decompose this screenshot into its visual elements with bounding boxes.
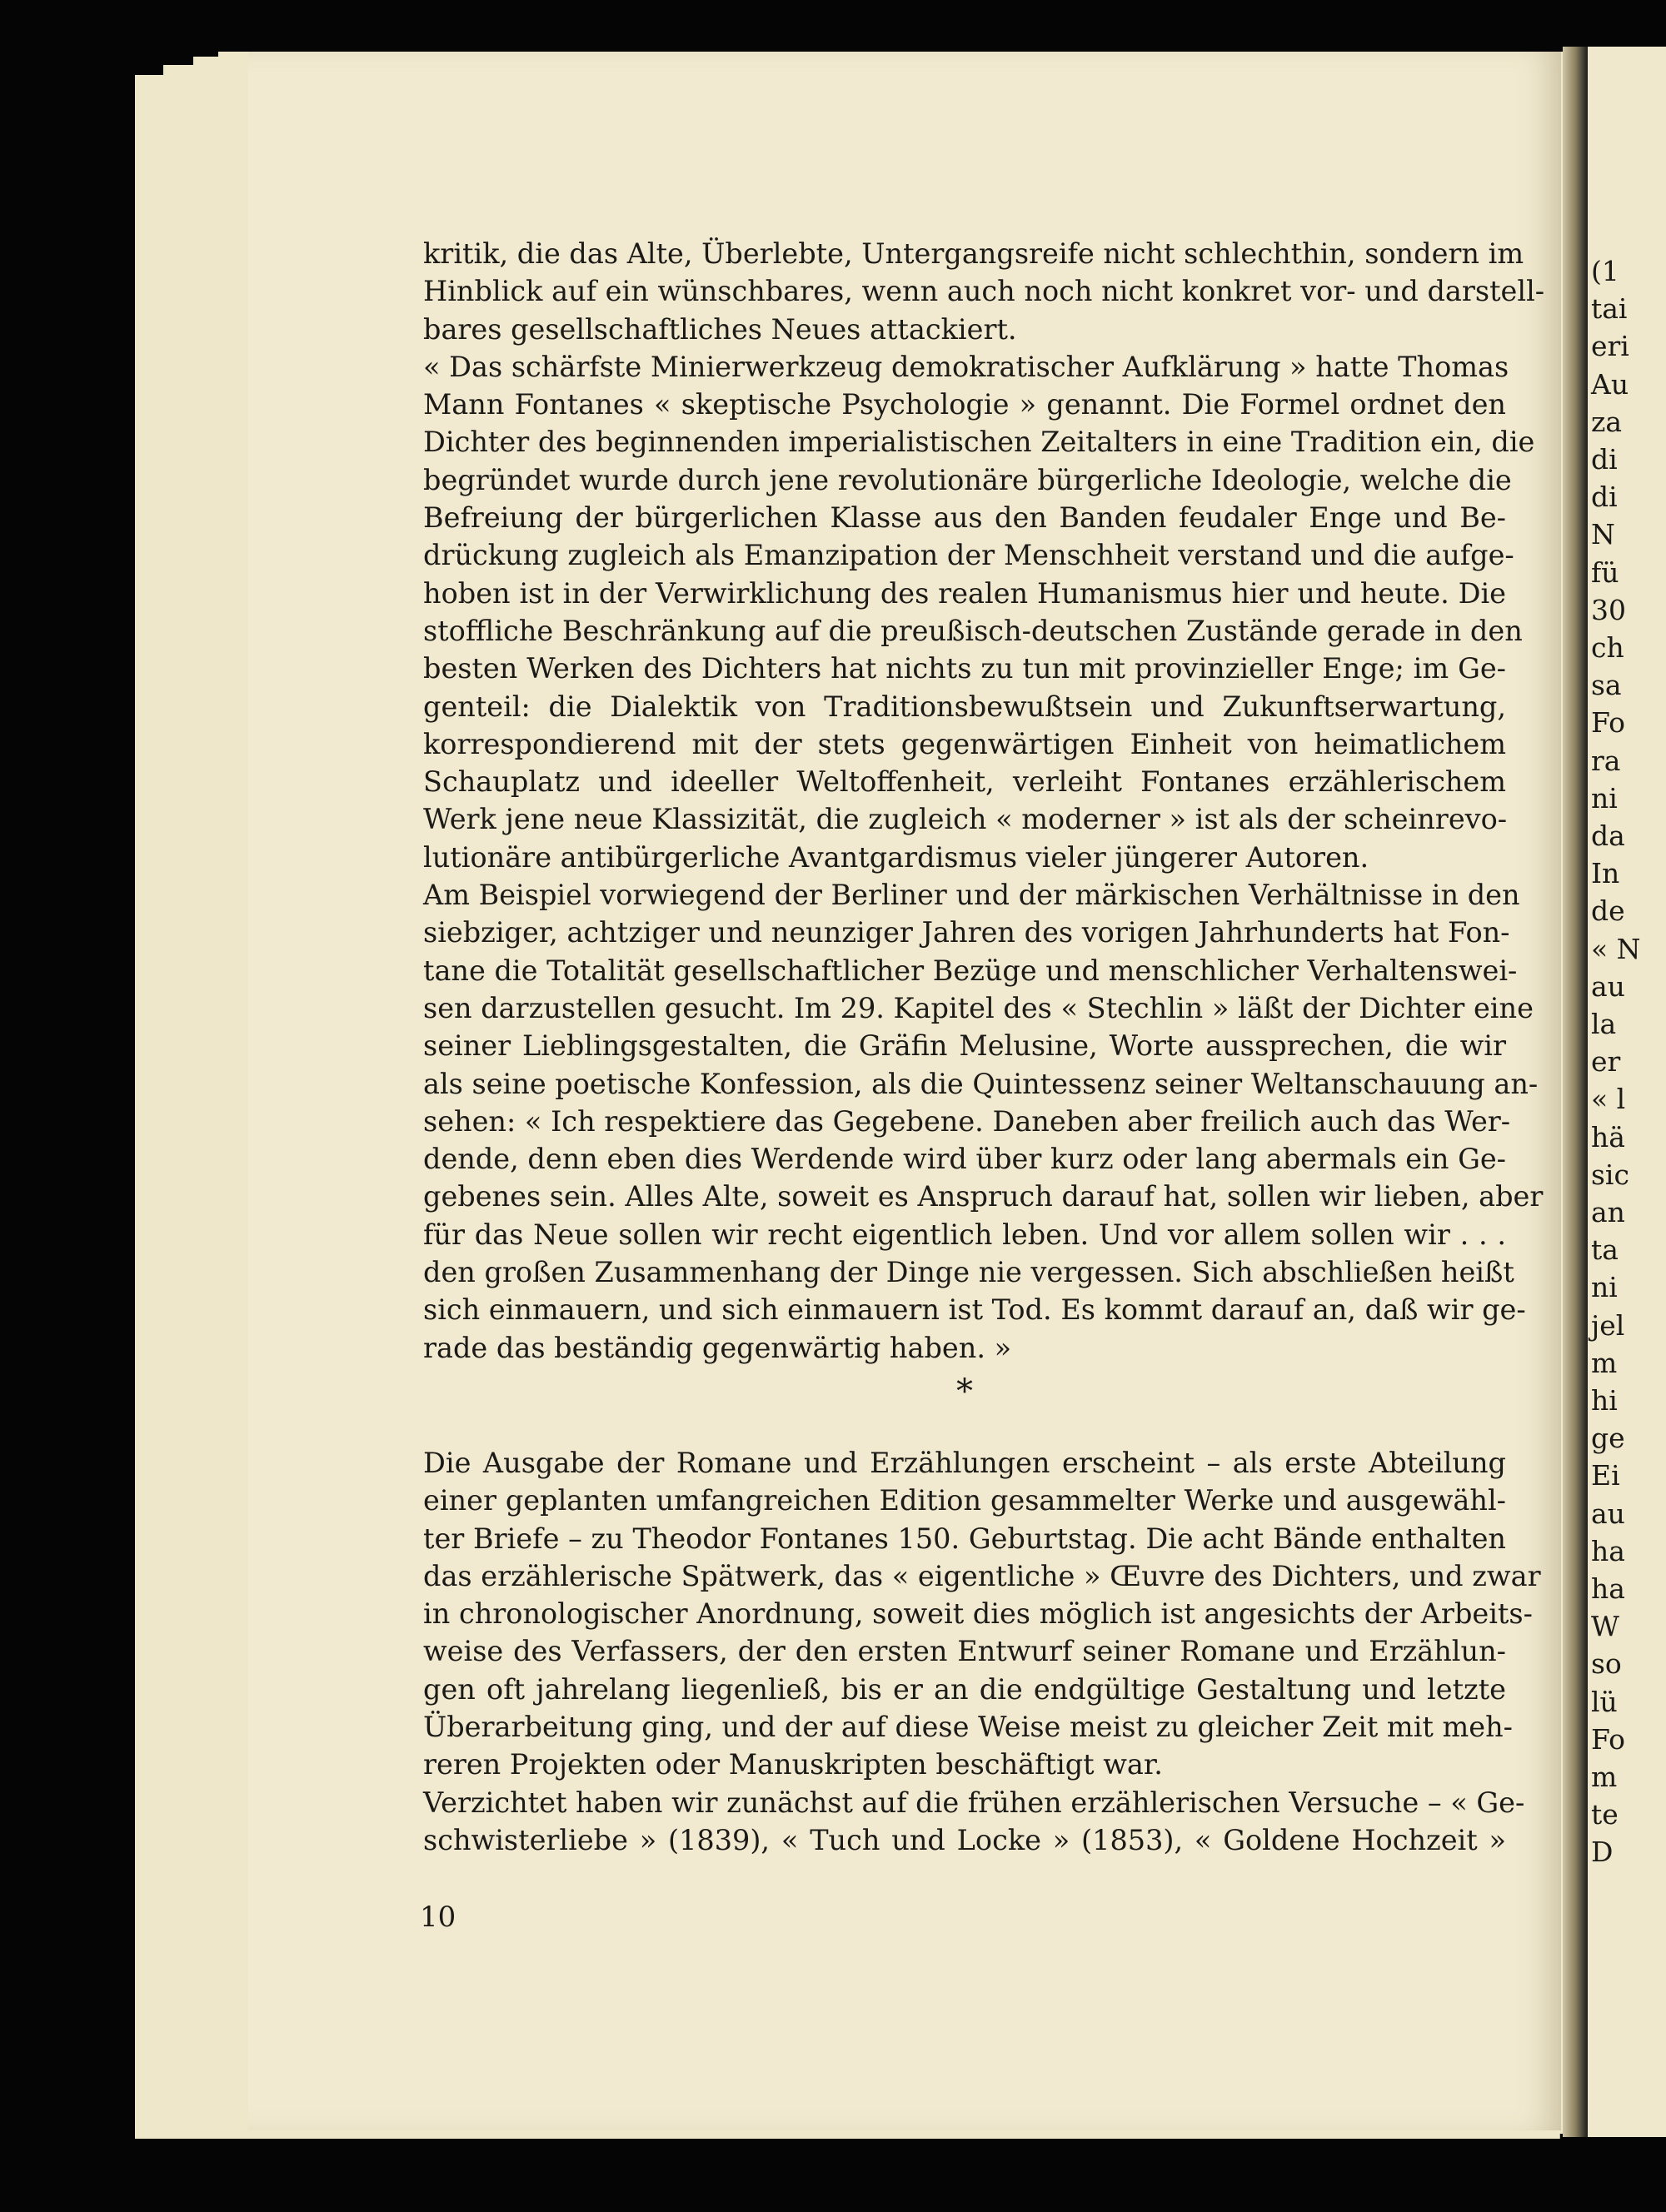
right-page-edge bbox=[1588, 47, 1666, 2137]
right-page-text-fragment: m bbox=[1591, 1346, 1618, 1379]
right-page-text-fragment: Ei bbox=[1591, 1459, 1620, 1492]
paragraph-2 bbox=[423, 348, 1535, 876]
right-page-text-fragment: eri bbox=[1591, 330, 1629, 363]
text-line: « Das schärfste Minierwerkzeug demokratischer Aufklärung » hatte Thomas bbox=[423, 350, 1509, 383]
right-page-text-fragment: sa bbox=[1591, 669, 1622, 702]
text-line: begründet wurde durch jene revolutionäre bürgerliche Ideologie, welche die bbox=[423, 463, 1512, 496]
text-line: rade das beständig gegenwärtig haben. » bbox=[423, 1331, 1012, 1364]
right-page-text-fragment: za bbox=[1591, 405, 1623, 438]
right-page-text-fragment: Au bbox=[1591, 367, 1629, 401]
text-line: das erzählerische Spätwerk, das « eigentliche » Œuvre des Dichters, und zwar bbox=[423, 1559, 1541, 1592]
right-page-text-fragment: fü bbox=[1591, 555, 1619, 589]
right-page-text-fragment: er bbox=[1591, 1045, 1621, 1079]
paragraph-3 bbox=[423, 876, 1544, 1367]
right-page-text-fragment: ch bbox=[1591, 631, 1624, 664]
right-page-text-fragment: de bbox=[1591, 894, 1625, 928]
right-page-text-fragment: ta bbox=[1591, 1233, 1619, 1267]
right-page-text-fragment: In bbox=[1591, 857, 1620, 890]
right-page-text-fragment: di bbox=[1591, 443, 1618, 476]
right-page-text-fragment: ra bbox=[1591, 744, 1621, 777]
book-gutter bbox=[1563, 47, 1588, 2137]
text-line: korrespondierend mit der stets gegenwärtigen Einheit von heimatlichem bbox=[423, 727, 1506, 760]
text-line: stoffliche Beschränkung auf die preußisch-deutschen Zustände gerade in den bbox=[423, 614, 1523, 647]
right-page-text-fragment: jel bbox=[1591, 1308, 1625, 1342]
text-line: gebenes sein. Alles Alte, soweit es Anspruch darauf hat, sollen wir lieben, aber bbox=[423, 1180, 1544, 1213]
right-page-text-fragment: ni bbox=[1591, 1271, 1618, 1304]
right-page-text-fragment: W bbox=[1591, 1610, 1619, 1643]
right-page-text-fragment: m bbox=[1591, 1761, 1618, 1793]
text-line: Verzichtet haben wir zunächst auf die frühen erzählerischen Versuche – « Ge- bbox=[423, 1786, 1525, 1819]
text-line: weise des Verfassers, der den ersten Entwurf seiner Romane und Erzählun- bbox=[423, 1635, 1506, 1668]
text-line: lutionäre antibürgerliche Avantgardismus vieler jüngerer Autoren. bbox=[423, 840, 1369, 874]
paragraph-1 bbox=[423, 235, 1545, 348]
text-line: Mann Fontanes « skeptische Psychologie » genannt. Die Formel ordnet den bbox=[423, 388, 1506, 421]
text-line: in chronologischer Anordnung, soweit dies möglich ist angesichts der Arbeits- bbox=[423, 1597, 1533, 1631]
right-page-text-fragment: lü bbox=[1591, 1685, 1618, 1718]
right-page-text-fragment: au bbox=[1591, 1497, 1625, 1530]
right-page-text-fragment: da bbox=[1591, 820, 1625, 852]
text-line: schwisterliebe » (1839), « Tuch und Locke » (1853), « Goldene Hochzeit » bbox=[423, 1823, 1506, 1856]
text-line: Am Beispiel vorwiegend der Berliner und der märkischen Verhältnisse in den bbox=[423, 879, 1520, 912]
text-line: dende, denn eben dies Werdende wird über kurz oder lang abermals ein Ge- bbox=[423, 1143, 1506, 1176]
paragraph-4 bbox=[423, 1444, 1541, 1784]
right-page-text-fragment: au bbox=[1591, 969, 1625, 1003]
right-page-text-fragment: an bbox=[1591, 1196, 1625, 1228]
right-page-text-fragment: ni bbox=[1591, 781, 1618, 815]
text-line: bares gesellschaftliches Neues attackiert. bbox=[423, 312, 1017, 346]
section-separator: * bbox=[956, 1373, 973, 1411]
right-page-text-fragment: hä bbox=[1591, 1120, 1625, 1153]
right-page-text-fragment: ha bbox=[1591, 1572, 1625, 1605]
right-page-text-fragment: « l bbox=[1591, 1083, 1626, 1116]
text-line: kritik, die das Alte, Überlebte, Untergangsreife nicht schlechthin, sondern im bbox=[423, 237, 1524, 270]
text-line: genteil: die Dialektik von Traditionsbewußtsein und Zukunftserwartung, bbox=[423, 690, 1506, 723]
right-page-text-fragment: Fo bbox=[1591, 706, 1625, 740]
text-line: Schauplatz und ideeller Weltoffenheit, verleiht Fontanes erzählerischem bbox=[423, 765, 1506, 799]
right-page-text-fragment: 30 bbox=[1591, 593, 1626, 626]
text-line: den großen Zusammenhang der Dinge nie vergessen. Sich abschließen heißt bbox=[423, 1256, 1514, 1289]
text-line: drückung zugleich als Emanzipation der Menschheit verstand und die aufge- bbox=[423, 539, 1514, 572]
text-line: sehen: « Ich respektiere das Gegebene. Daneben aber freilich auch das Wer- bbox=[423, 1104, 1511, 1138]
text-line: sen darzustellen gesucht. Im 29. Kapitel des « Stechlin » läßt der Dichter eine bbox=[423, 991, 1534, 1024]
text-line: sich einmauern, und sich einmauern ist Tod. Es kommt darauf an, daß wir ge- bbox=[423, 1293, 1526, 1327]
text-line: gen oft jahrelang liegenließ, bis er an die endgültige Gestaltung und letzte bbox=[423, 1672, 1506, 1706]
right-page-text-fragment: te bbox=[1591, 1798, 1619, 1831]
right-page-text-fragment: la bbox=[1591, 1008, 1617, 1040]
text-line: Befreiung der bürgerlichen Klasse aus den Banden feudaler Enge und Be- bbox=[423, 501, 1506, 535]
text-line: Überarbeitung ging, und der auf diese Weise meist zu gleicher Zeit mit meh- bbox=[423, 1711, 1514, 1744]
page-number: 10 bbox=[420, 1901, 456, 1934]
body-text bbox=[423, 235, 1545, 1367]
text-line: seiner Lieblingsgestalten, die Gräfin Melusine, Worte aussprechen, die wir bbox=[423, 1029, 1506, 1063]
text-line: einer geplanten umfangreichen Edition gesammelter Werke und ausgewähl- bbox=[423, 1484, 1506, 1517]
text-line: für das Neue sollen wir recht eigentlich leben. Und vor allem sollen wir . . . bbox=[423, 1218, 1506, 1251]
right-page-text-fragment: so bbox=[1591, 1647, 1622, 1681]
text-line: als seine poetische Konfession, als die Quintessenz seiner Weltanschauung an- bbox=[423, 1067, 1539, 1100]
text-line: Dichter des beginnenden imperialistischen Zeitalters in eine Tradition ein, die bbox=[423, 426, 1535, 459]
text-line: ter Briefe – zu Theodor Fontanes 150. Geburtstag. Die acht Bände enthalten bbox=[423, 1522, 1506, 1555]
right-page-text-fragment: Fo bbox=[1591, 1722, 1625, 1756]
text-line: Werk jene neue Klassizität, die zugleich « moderner » ist als der scheinrevo- bbox=[423, 803, 1508, 836]
text-line: tane die Totalität gesellschaftlicher Bezüge und menschlicher Verhaltenswei- bbox=[423, 954, 1518, 987]
right-page-text-fragment: di bbox=[1591, 481, 1618, 514]
text-line: Die Ausgabe der Romane und Erzählungen erscheint – als erste Abteilung bbox=[423, 1447, 1506, 1479]
right-page-text-fragment: D bbox=[1591, 1836, 1614, 1869]
right-page-text-fragment: ha bbox=[1591, 1534, 1625, 1567]
right-page-text-fragment: sic bbox=[1591, 1158, 1629, 1191]
text-line: hoben ist in der Verwirklichung des realen Humanismus hier und heute. Die bbox=[423, 576, 1506, 610]
paragraph-5 bbox=[423, 1784, 1525, 1860]
body-text-continued bbox=[423, 1444, 1541, 1859]
right-page-text-fragment: ge bbox=[1591, 1422, 1625, 1455]
right-page-text-fragment: N bbox=[1591, 518, 1615, 551]
right-page-text-fragment: « N bbox=[1591, 932, 1641, 965]
text-line: siebziger, achtziger und neunziger Jahren des vorigen Jahrhunderts hat Fon- bbox=[423, 916, 1510, 949]
text-line: besten Werken des Dichters hat nichts zu tun mit provinzieller Enge; im Ge- bbox=[423, 652, 1506, 685]
right-page-text-fragment: (1 bbox=[1591, 255, 1619, 287]
right-page-text-fragment: hi bbox=[1591, 1384, 1618, 1417]
text-line: Hinblick auf ein wünschbares, wenn auch noch nicht konkret vor- und darstell- bbox=[423, 275, 1545, 308]
text-line: reren Projekten oder Manuskripten beschäftigt war. bbox=[423, 1748, 1163, 1781]
right-page-text-fragment: tai bbox=[1591, 292, 1628, 326]
